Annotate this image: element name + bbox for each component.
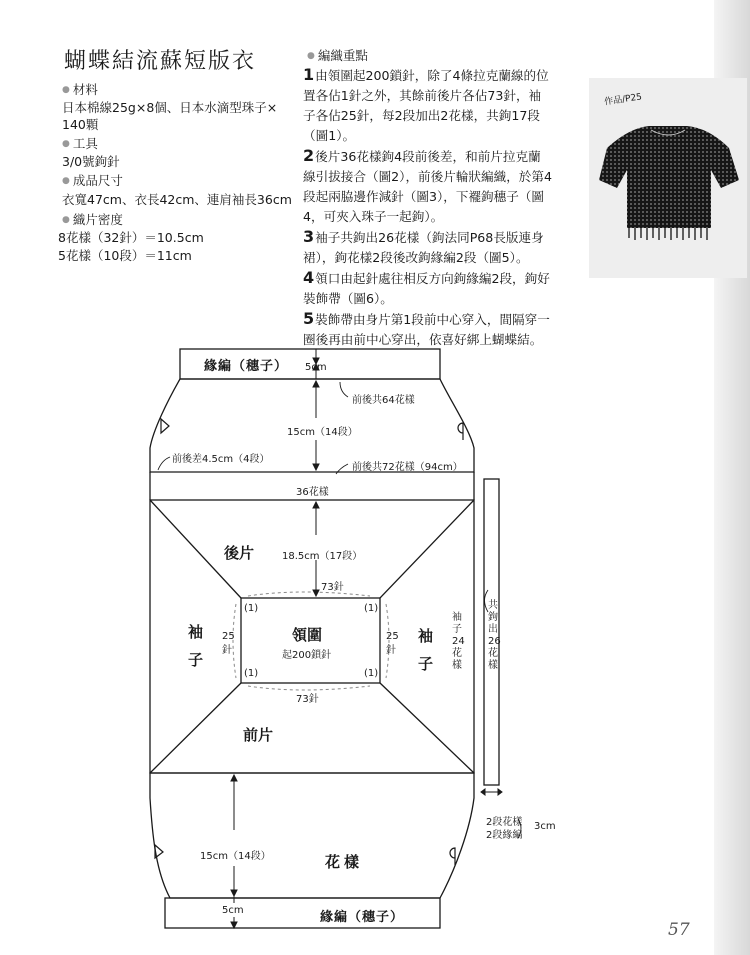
- raglan-mark-tl: (1): [244, 603, 259, 614]
- step-text: （圖1）。: [303, 128, 356, 143]
- step-number: 3: [303, 227, 315, 246]
- step-number: 4: [303, 268, 315, 287]
- gauge-heading: ● 織片密度: [62, 210, 123, 228]
- left-sleeve-stitches: 25針: [222, 631, 235, 656]
- neck-top-stitches: 73針: [321, 582, 344, 593]
- top-band-label: 緣編（穗子）: [204, 359, 289, 374]
- neckline-label: 領圍: [292, 626, 323, 644]
- step-number: 2: [303, 146, 315, 165]
- bottom-band-label: 緣編（穗子）: [320, 910, 405, 925]
- size-heading: ● 成品尺寸: [62, 171, 123, 189]
- left-sleeve-label: 袖子: [188, 623, 204, 669]
- raglan-mark-br: (1): [364, 668, 379, 679]
- bottom-section-height: 15cm（14段）: [200, 851, 271, 862]
- size-value: 衣寬47cm、衣長42cm、連肩袖長36cm: [62, 192, 292, 207]
- instructions-heading: ● 編織重點: [307, 46, 368, 64]
- pattern-36-label: 36花樣: [296, 487, 329, 498]
- step-text: 段起兩脇邊作減針（圖3），下襬鉤穗子（圖: [303, 189, 544, 204]
- step-text: 圈後再由前中心穿出，依喜好綁上蝴蝶結。: [303, 332, 543, 347]
- step-text: 裝飾帶（圖6）。: [303, 291, 393, 306]
- pattern-area-label: 花樣: [325, 853, 364, 871]
- tools-heading: ● 工具: [62, 134, 98, 152]
- neck-bottom-stitches: 73針: [296, 694, 319, 705]
- raglan-mark-bl: (1): [244, 668, 259, 679]
- yoke-height: 18.5cm（17段）: [282, 551, 363, 562]
- bottom-band-height: 5cm: [222, 905, 244, 916]
- step-text: 線引拔接合（圖2），前後片輪狀編織，於第4: [303, 169, 553, 184]
- step-text: 由領圍起200鎖針，除了4條拉克蘭線的位: [315, 68, 549, 83]
- gauge-line-1: 8花樣（32針）＝10.5cm: [58, 230, 204, 245]
- step-text: 後片36花樣鉤4段前後差，和前片拉克蘭: [315, 149, 541, 164]
- materials-line-2: 140顆: [62, 117, 99, 132]
- step-text: 置各佔1針之外，其餘前後片各佔73針，袖: [303, 88, 542, 103]
- raglan-line-tr: [380, 500, 474, 598]
- back-panel-label: 後片: [224, 544, 255, 562]
- raglan-line-bl: [150, 683, 241, 773]
- step-number: 1: [303, 65, 315, 84]
- total-64-patterns: 前後共64花樣: [352, 395, 415, 406]
- gauge-line-2: 5花樣（10段）＝11cm: [58, 248, 192, 263]
- step-number: 5: [303, 309, 315, 328]
- top-section-height: 15cm（14段）: [287, 427, 358, 438]
- pattern-title: 蝴蝶結流蘇短版衣: [64, 49, 257, 74]
- page-number: 57: [668, 920, 690, 940]
- materials-heading: ● 材料: [62, 80, 98, 98]
- bottom-body-section: [150, 773, 474, 898]
- step-text: 裙），鉤花樣2段後改鉤緣編2段（圖5）。: [303, 250, 529, 265]
- strap-total-count: 共鉤出26花樣: [488, 600, 501, 671]
- tools-value: 3/0號鉤針: [62, 154, 120, 169]
- step-text: 4，可夾入珠子一起鉤）。: [303, 209, 444, 224]
- strap-pattern-rows: 2段花樣: [486, 817, 523, 828]
- raglan-mark-tr: (1): [364, 603, 379, 614]
- total-72-patterns: 前後共72花樣（94cm）: [352, 462, 463, 473]
- photo-label: 作品/P25: [603, 92, 643, 108]
- step-text: 子各佔25針，每2段加出2花樣，共鉤17段: [303, 108, 540, 123]
- front-panel-label: 前片: [243, 726, 274, 744]
- neckline-start-chain: 起200鎖針: [282, 650, 332, 661]
- strap-sleeve-count: 袖子24花樣: [452, 612, 465, 671]
- strap-width: 3cm: [534, 821, 556, 832]
- step-text: 領口由起針處往相反方向鉤緣編2段，鉤好: [315, 271, 550, 286]
- materials-line-1: 日本棉線25g×8個、日本水滴型珠子×: [62, 100, 278, 115]
- step-text: 裝飾帶由身片第1段前中心穿入，間隔穿一: [315, 312, 550, 327]
- raglan-line-br: [380, 683, 474, 773]
- right-sleeve-stitches: 25針: [386, 631, 399, 656]
- top-band-height: 5cm: [305, 362, 327, 373]
- strap-edge-rows: 2段緣編: [486, 830, 523, 841]
- right-sleeve-label: 袖子: [418, 627, 434, 673]
- front-back-difference: 前後差4.5cm（4段）: [172, 454, 270, 465]
- step-text: 袖子共鉤出26花樣（鉤法同P68長版連身: [315, 230, 544, 245]
